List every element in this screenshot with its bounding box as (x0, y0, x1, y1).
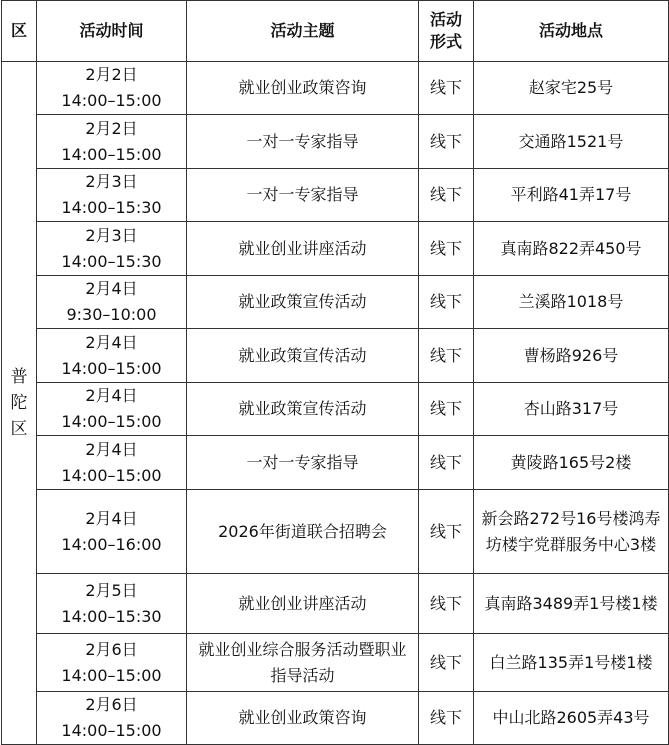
time-cell (37, 634, 187, 692)
table-row (2, 436, 669, 490)
date-text: 2月5日 (85, 580, 138, 600)
table-row (2, 692, 669, 745)
format-cell: 线下 (419, 574, 474, 634)
location-cell: 平利路41弄17号 (474, 169, 669, 222)
table-row (2, 222, 669, 276)
date-text: 2月4日 (85, 508, 138, 528)
time-cell (37, 169, 187, 222)
location-cell: 真南路3489弄1号楼1楼 (474, 574, 669, 634)
table-row (2, 115, 669, 169)
header-district: 区 (2, 1, 37, 62)
time-text: 14:00–15:30 (61, 606, 162, 626)
table-row (2, 634, 669, 692)
time-text: 14:00–15:00 (61, 91, 162, 110)
theme-cell: 就业创业政策咨询 (187, 62, 419, 115)
location-cell: 曹杨路926号 (474, 329, 669, 383)
location-cell: 赵家宅25号 (474, 62, 669, 115)
header-theme: 活动主题 (187, 1, 419, 62)
time-cell (37, 692, 187, 745)
theme-cell: 就业政策宣传活动 (187, 383, 419, 436)
location-cell: 中山北路2605弄43号 (474, 692, 669, 745)
time-text: 9:30–10:00 (66, 305, 157, 324)
format-cell: 线下 (419, 115, 474, 169)
time-cell (37, 276, 187, 329)
table-row (2, 329, 669, 383)
time-cell (37, 574, 187, 634)
format-cell: 线下 (419, 169, 474, 222)
date-text: 2月2日 (85, 118, 138, 138)
time-cell (37, 222, 187, 276)
time-text: 14:00–15:30 (61, 198, 162, 217)
location-cell: 兰溪路1018号 (474, 276, 669, 329)
district-cell (2, 62, 37, 745)
date-text: 2月4日 (85, 439, 138, 459)
date-text: 2月3日 (85, 172, 138, 191)
time-text: 14:00–15:00 (61, 144, 162, 164)
time-text: 14:00–15:00 (61, 412, 162, 431)
table-row (2, 276, 669, 329)
events-table (1, 0, 669, 745)
date-text: 2月3日 (85, 225, 138, 245)
header-format-line2: 形式 (429, 32, 462, 51)
format-cell: 线下 (419, 383, 474, 436)
date-text: 2月4日 (85, 332, 138, 352)
table-row (2, 62, 669, 115)
time-cell (37, 62, 187, 115)
format-cell: 线下 (419, 634, 474, 692)
theme-cell: 就业政策宣传活动 (187, 329, 419, 383)
time-cell (37, 490, 187, 574)
header-time: 活动时间 (37, 1, 187, 62)
theme-cell: 一对一专家指导 (187, 436, 419, 490)
time-text: 14:00–15:00 (61, 665, 162, 685)
table-row (2, 383, 669, 436)
format-cell: 线下 (419, 490, 474, 574)
theme-cell: 就业创业讲座活动 (187, 574, 419, 634)
theme-cell: 就业创业讲座活动 (187, 222, 419, 276)
table-row (2, 574, 669, 634)
header-row (2, 1, 669, 62)
theme-cell: 就业政策宣传活动 (187, 276, 419, 329)
location-cell: 黄陵路165号2楼 (474, 436, 669, 490)
theme-cell: 一对一专家指导 (187, 115, 419, 169)
header-format-line1: 活动 (429, 10, 462, 29)
date-text: 2月4日 (85, 386, 138, 405)
header-location: 活动地点 (474, 1, 669, 62)
date-text: 2月2日 (85, 65, 138, 84)
location-cell: 白兰路135弄1号楼1楼 (474, 634, 669, 692)
table-body (2, 62, 669, 745)
format-cell: 线下 (419, 436, 474, 490)
time-text: 14:00–16:00 (61, 534, 162, 554)
time-cell (37, 436, 187, 490)
time-text: 14:00–15:00 (61, 721, 162, 740)
location-cell: 杏山路317号 (474, 383, 669, 436)
time-cell (37, 329, 187, 383)
date-text: 2月6日 (85, 639, 138, 659)
time-cell (37, 383, 187, 436)
time-text: 14:00–15:00 (61, 358, 162, 378)
theme-cell: 2026年街道联合招聘会 (187, 490, 419, 574)
location-cell: 交通路1521号 (474, 115, 669, 169)
time-text: 14:00–15:30 (61, 251, 162, 271)
theme-cell: 一对一专家指导 (187, 169, 419, 222)
district-char: 普 (10, 367, 28, 387)
location-cell: 真南路822弄450号 (474, 222, 669, 276)
header-format (419, 1, 474, 62)
format-cell: 线下 (419, 692, 474, 745)
format-cell: 线下 (419, 222, 474, 276)
theme-cell: 就业创业政策咨询 (187, 692, 419, 745)
district-char: 区 (10, 419, 28, 439)
date-text: 2月6日 (85, 695, 138, 714)
time-text: 14:00–15:00 (61, 465, 162, 485)
date-text: 2月4日 (85, 279, 138, 298)
theme-cell: 就业创业综合服务活动暨职业指导活动 (187, 634, 419, 692)
time-cell (37, 115, 187, 169)
format-cell: 线下 (419, 276, 474, 329)
table-row (2, 169, 669, 222)
format-cell: 线下 (419, 329, 474, 383)
table-row (2, 490, 669, 574)
location-cell: 新会路272号16号楼鸿寿坊楼宇党群服务中心3楼 (474, 490, 669, 574)
district-char: 陀 (10, 393, 28, 413)
format-cell: 线下 (419, 62, 474, 115)
